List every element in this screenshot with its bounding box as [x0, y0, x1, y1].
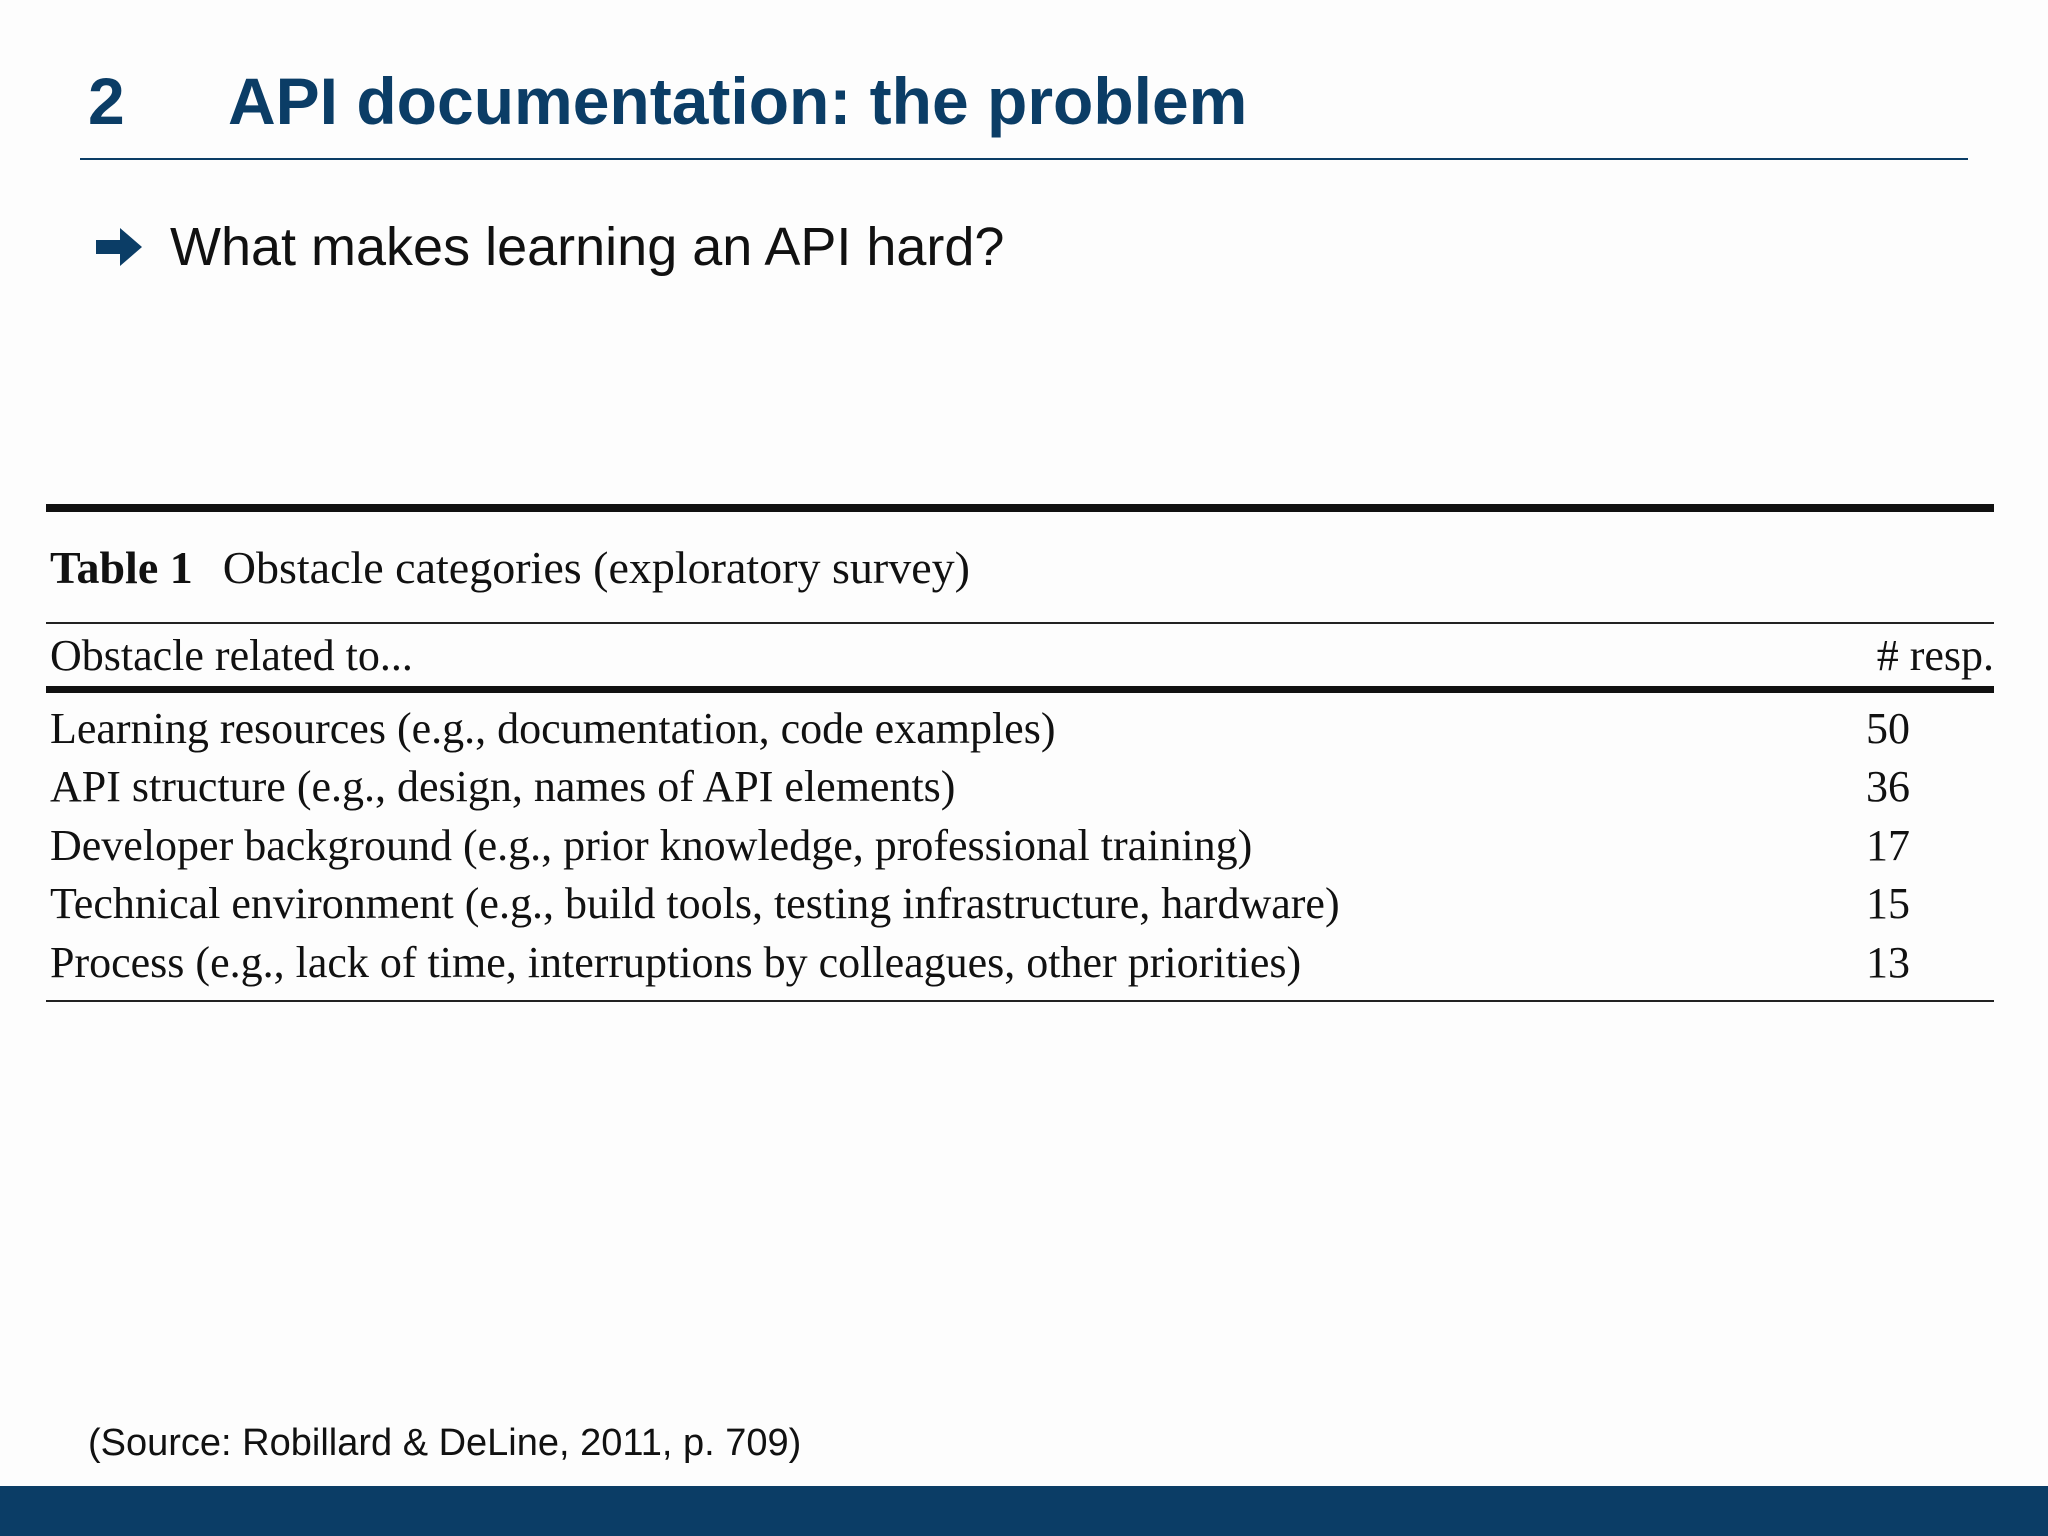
- table-row: [46, 699, 1994, 758]
- table-body: [46, 693, 1994, 1000]
- column-header-responses: # resp.: [1876, 630, 1994, 680]
- arrow-right-icon: [92, 220, 146, 274]
- row-label: Learning resources (e.g., documentation, code examples): [50, 703, 1056, 753]
- row-value: 13: [1866, 937, 1910, 987]
- slide-header: [80, 58, 1968, 158]
- table-caption: [46, 512, 1994, 622]
- table-row: [46, 875, 1994, 934]
- row-label: API structure (e.g., design, names of API elements): [50, 762, 956, 812]
- obstacle-table: [46, 504, 1994, 1002]
- table-bottom-rule: [46, 1000, 1994, 1002]
- row-label: Process (e.g., lack of time, interruptions by colleagues, other priorities): [50, 937, 1302, 987]
- table-caption-text: Obstacle categories (exploratory survey): [222, 541, 970, 593]
- table-caption-label: Table 1: [50, 541, 193, 593]
- table-top-rule: [46, 504, 1994, 512]
- source-citation: (Source: Robillard & DeLine, 2011, p. 709): [88, 1422, 802, 1464]
- table-row: [46, 933, 1994, 992]
- bullet-item: [92, 217, 1005, 277]
- row-label: Technical environment (e.g., build tools, testing infrastructure, hardware): [50, 879, 1340, 929]
- footer-bar: [0, 1486, 2048, 1536]
- title-divider: [80, 158, 1968, 160]
- row-label: Developer background (e.g., prior knowledge, professional training): [50, 820, 1253, 870]
- row-value: 17: [1866, 820, 1910, 870]
- table-row: [46, 758, 1994, 817]
- bullet-text: What makes learning an API hard?: [170, 217, 1005, 277]
- row-value: 50: [1866, 703, 1910, 753]
- slide-number: 2: [88, 64, 125, 138]
- table-row: [46, 816, 1994, 875]
- row-value: 15: [1866, 879, 1910, 929]
- row-value: 36: [1866, 762, 1910, 812]
- table-header: [46, 624, 1994, 686]
- column-header-obstacle: Obstacle related to...: [50, 630, 413, 680]
- table-header-bottom-rule: [46, 686, 1994, 693]
- slide-title: API documentation: the problem: [228, 64, 1248, 138]
